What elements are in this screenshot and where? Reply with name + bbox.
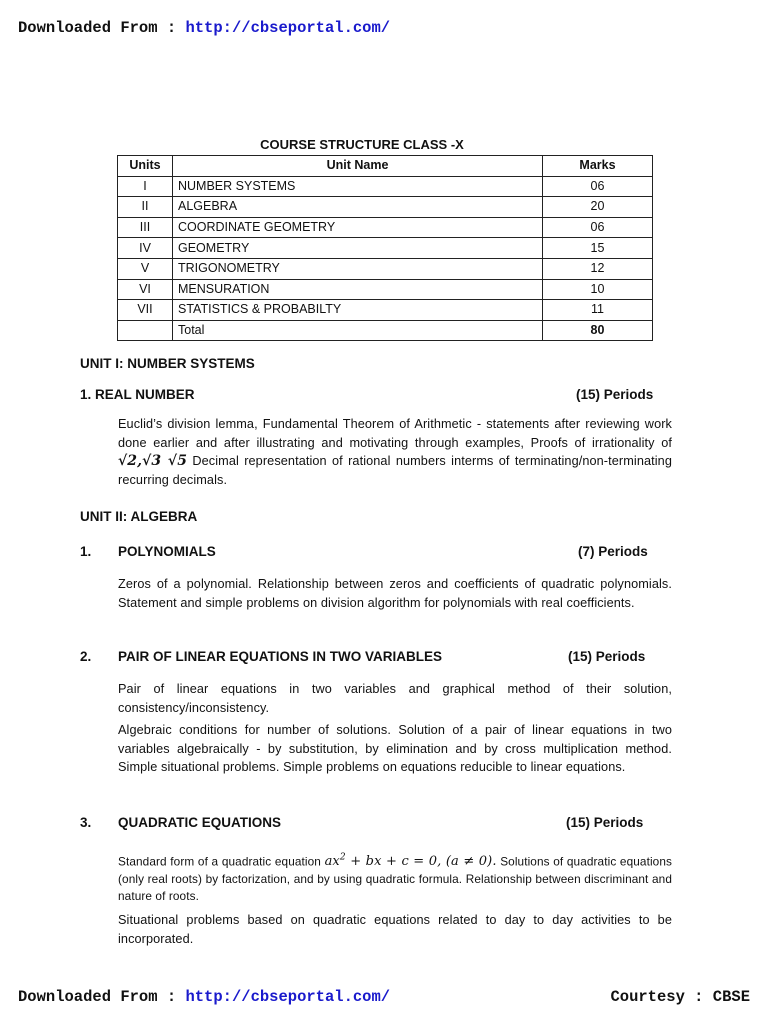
marks-cell: 15 xyxy=(543,238,653,259)
marks-cell: 10 xyxy=(543,279,653,300)
quadratic-equations-number: 3. xyxy=(80,815,92,830)
marks-cell: 11 xyxy=(543,300,653,321)
quadratic-equations-paragraph-1: Standard form of a quadratic equation $ax^2$ + bx + c = 0, (a ≠ 0). Solutions of quadratic equations (only real roots) by factorization, and by using quadratic formula. Relationship between discriminant and nature of roots. xyxy=(118,853,672,903)
page-header xyxy=(18,19,390,37)
unit-cell: V xyxy=(118,258,173,279)
footer-courtesy: Courtesy : CBSE xyxy=(610,988,750,1006)
linear-equations-paragraph-1: Pair of linear equations in two variables and graphical method of their solution, consistency/inconsistency. xyxy=(118,682,672,715)
unit-cell: IV xyxy=(118,238,173,259)
column-header-units: Units xyxy=(118,156,173,177)
marks-cell: 20 xyxy=(543,197,653,218)
polynomials-periods: (7) Periods xyxy=(578,544,648,559)
total-label: Total xyxy=(173,320,543,341)
course-structure-title: COURSE STRUCTURE CLASS -X xyxy=(260,137,464,152)
header-label: Downloaded From : xyxy=(18,19,177,37)
table-row xyxy=(118,176,653,197)
footer-download xyxy=(18,988,390,1006)
unit-cell: VI xyxy=(118,279,173,300)
table-header-row xyxy=(118,156,653,177)
total-marks: 80 xyxy=(543,320,653,341)
table-row xyxy=(118,300,653,321)
polynomials-number: 1. xyxy=(80,544,92,559)
course-structure-table xyxy=(117,155,653,341)
unit-cell: II xyxy=(118,197,173,218)
unit-cell: I xyxy=(118,176,173,197)
quadratic-equation-formula: $ax^2$ + bx + c = 0, (a ≠ 0). xyxy=(324,853,497,870)
real-number-periods: (15) Periods xyxy=(576,387,654,402)
footer-label: Downloaded From : xyxy=(18,988,177,1006)
unit-name-cell: NUMBER SYSTEMS xyxy=(173,176,543,197)
topic-number: 1. xyxy=(80,387,92,402)
real-number-heading xyxy=(80,387,195,402)
linear-equations-number: 2. xyxy=(80,649,92,664)
linear-equations-paragraph-2: Algebraic conditions for number of solutions. Solution of a pair of linear equations in two variables algebraically - by substitution, by elimination and by cross multiplication method. Simple situational problems. Simple problems on equations reducible to linear equations. xyxy=(118,723,672,774)
table-row xyxy=(118,279,653,300)
header-link[interactable]: http://cbseportal.com/ xyxy=(185,19,391,37)
marks-cell: 12 xyxy=(543,258,653,279)
unit-cell: III xyxy=(118,217,173,238)
table-row xyxy=(118,197,653,218)
topic-title: REAL NUMBER xyxy=(95,387,195,402)
quadratic-equations-paragraph-2: Situational problems based on quadratic equations related to day to day activities to be incorporated. xyxy=(118,913,672,946)
marks-cell: 06 xyxy=(543,217,653,238)
table-row xyxy=(118,238,653,259)
unit-name-cell: MENSURATION xyxy=(173,279,543,300)
page-footer xyxy=(18,988,750,1006)
unit2-heading: UNIT II: ALGEBRA xyxy=(80,509,198,524)
polynomials-paragraph: Zeros of a polynomial. Relationship between zeros and coefficients of quadratic polynomials. Statement and simple problems on division algorithm for polynomials with real coefficients. xyxy=(118,577,672,610)
footer-link[interactable]: http://cbseportal.com/ xyxy=(185,988,391,1006)
column-header-marks: Marks xyxy=(543,156,653,177)
real-number-paragraph: Euclid’s division lemma, Fundamental Theorem of Arithmetic - statements after reviewing work done earlier and after illustrating and motivating through examples, Proofs of irrationality of √2,√3 √5 Decimal representation of rational numbers interms of terminating/non-terminating recurring decimals. xyxy=(118,417,672,487)
unit-name-cell: TRIGONOMETRY xyxy=(173,258,543,279)
table-total-row xyxy=(118,320,653,341)
unit-name-cell: STATISTICS & PROBABILTY xyxy=(173,300,543,321)
quadratic-equations-heading: QUADRATIC EQUATIONS xyxy=(118,815,281,830)
unit-name-cell: ALGEBRA xyxy=(173,197,543,218)
marks-cell: 06 xyxy=(543,176,653,197)
linear-equations-periods: (15) Periods xyxy=(568,649,646,664)
linear-equations-heading: PAIR OF LINEAR EQUATIONS IN TWO VARIABLES xyxy=(118,649,442,664)
column-header-unit-name: Unit Name xyxy=(173,156,543,177)
table-row xyxy=(118,258,653,279)
unit-name-cell: COORDINATE GEOMETRY xyxy=(173,217,543,238)
unit-cell: VII xyxy=(118,300,173,321)
quadratic-equations-periods: (15) Periods xyxy=(566,815,644,830)
unit-name-cell: GEOMETRY xyxy=(173,238,543,259)
polynomials-heading: POLYNOMIALS xyxy=(118,544,216,559)
sqrt-expression: √2,√3 √5 xyxy=(118,453,188,469)
table-row xyxy=(118,217,653,238)
unit1-heading: UNIT I: NUMBER SYSTEMS xyxy=(80,356,255,371)
